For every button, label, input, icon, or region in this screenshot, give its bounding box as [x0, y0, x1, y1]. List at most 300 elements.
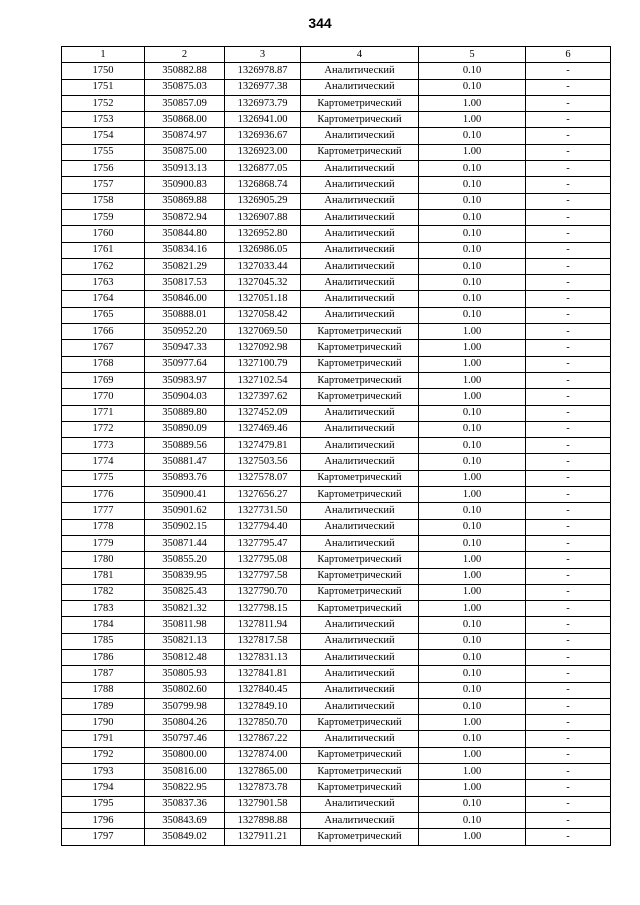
cell-note: -	[526, 144, 611, 160]
cell-method: Картометрический	[301, 552, 419, 568]
cell-y-coordinate: 1327841.81	[225, 666, 301, 682]
table-row	[62, 633, 611, 649]
cell-accuracy: 1.00	[419, 829, 526, 845]
cell-method: Аналитический	[301, 405, 419, 421]
cell-note: -	[526, 389, 611, 405]
cell-method: Картометрический	[301, 780, 419, 796]
cell-accuracy: 0.10	[419, 666, 526, 682]
table-row	[62, 372, 611, 388]
cell-accuracy: 1.00	[419, 112, 526, 128]
cell-x-coordinate: 350799.98	[145, 698, 225, 714]
cell-point-number: 1759	[62, 209, 145, 225]
cell-note: -	[526, 487, 611, 503]
table-row	[62, 275, 611, 291]
cell-method: Аналитический	[301, 291, 419, 307]
cell-note: -	[526, 617, 611, 633]
cell-note: -	[526, 95, 611, 111]
table-row	[62, 470, 611, 486]
cell-y-coordinate: 1326986.05	[225, 242, 301, 258]
cell-note: -	[526, 470, 611, 486]
cell-note: -	[526, 275, 611, 291]
cell-note: -	[526, 161, 611, 177]
table-row	[62, 389, 611, 405]
cell-note: -	[526, 698, 611, 714]
cell-point-number: 1790	[62, 715, 145, 731]
cell-accuracy: 0.10	[419, 193, 526, 209]
cell-y-coordinate: 1327790.70	[225, 584, 301, 600]
cell-y-coordinate: 1326923.00	[225, 144, 301, 160]
cell-point-number: 1760	[62, 226, 145, 242]
cell-y-coordinate: 1326868.74	[225, 177, 301, 193]
table-body	[62, 63, 611, 845]
cell-accuracy: 0.10	[419, 63, 526, 79]
cell-point-number: 1766	[62, 324, 145, 340]
cell-point-number: 1789	[62, 698, 145, 714]
cell-accuracy: 0.10	[419, 438, 526, 454]
cell-accuracy: 1.00	[419, 372, 526, 388]
cell-y-coordinate: 1327731.50	[225, 503, 301, 519]
cell-y-coordinate: 1327797.58	[225, 568, 301, 584]
table-row	[62, 63, 611, 79]
cell-y-coordinate: 1327452.09	[225, 405, 301, 421]
table-row	[62, 503, 611, 519]
cell-x-coordinate: 350900.83	[145, 177, 225, 193]
cell-y-coordinate: 1326941.00	[225, 112, 301, 128]
cell-method: Картометрический	[301, 389, 419, 405]
cell-method: Аналитический	[301, 193, 419, 209]
cell-x-coordinate: 350902.15	[145, 519, 225, 535]
table-row	[62, 324, 611, 340]
cell-x-coordinate: 350872.94	[145, 209, 225, 225]
cell-point-number: 1755	[62, 144, 145, 160]
cell-x-coordinate: 350871.44	[145, 535, 225, 551]
cell-accuracy: 1.00	[419, 552, 526, 568]
cell-y-coordinate: 1327794.40	[225, 519, 301, 535]
cell-note: -	[526, 307, 611, 323]
header-cell-4: 4	[301, 47, 419, 63]
cell-y-coordinate: 1327102.54	[225, 372, 301, 388]
cell-x-coordinate: 350868.00	[145, 112, 225, 128]
table-row	[62, 584, 611, 600]
cell-method: Аналитический	[301, 177, 419, 193]
cell-y-coordinate: 1327867.22	[225, 731, 301, 747]
cell-x-coordinate: 350857.09	[145, 95, 225, 111]
cell-method: Картометрический	[301, 715, 419, 731]
cell-method: Картометрический	[301, 356, 419, 372]
cell-x-coordinate: 350821.29	[145, 258, 225, 274]
cell-point-number: 1758	[62, 193, 145, 209]
cell-note: -	[526, 682, 611, 698]
table-row	[62, 242, 611, 258]
cell-method: Картометрический	[301, 324, 419, 340]
cell-note: -	[526, 503, 611, 519]
table-row	[62, 715, 611, 731]
cell-point-number: 1791	[62, 731, 145, 747]
header-cell-3: 3	[225, 47, 301, 63]
cell-point-number: 1764	[62, 291, 145, 307]
cell-y-coordinate: 1327849.10	[225, 698, 301, 714]
cell-x-coordinate: 350904.03	[145, 389, 225, 405]
table-row	[62, 519, 611, 535]
cell-accuracy: 0.10	[419, 242, 526, 258]
table-row	[62, 112, 611, 128]
cell-y-coordinate: 1326905.29	[225, 193, 301, 209]
table-row	[62, 666, 611, 682]
cell-accuracy: 1.00	[419, 144, 526, 160]
cell-point-number: 1769	[62, 372, 145, 388]
cell-x-coordinate: 350844.80	[145, 226, 225, 242]
cell-point-number: 1761	[62, 242, 145, 258]
coordinates-table	[61, 46, 611, 846]
cell-x-coordinate: 350875.00	[145, 144, 225, 160]
cell-accuracy: 0.10	[419, 161, 526, 177]
cell-method: Аналитический	[301, 63, 419, 79]
cell-accuracy: 0.10	[419, 731, 526, 747]
cell-accuracy: 1.00	[419, 601, 526, 617]
cell-x-coordinate: 350837.36	[145, 796, 225, 812]
cell-y-coordinate: 1327069.50	[225, 324, 301, 340]
table-row	[62, 258, 611, 274]
cell-x-coordinate: 350822.95	[145, 780, 225, 796]
cell-method: Аналитический	[301, 649, 419, 665]
cell-y-coordinate: 1327100.79	[225, 356, 301, 372]
cell-accuracy: 1.00	[419, 470, 526, 486]
cell-y-coordinate: 1327058.42	[225, 307, 301, 323]
cell-point-number: 1786	[62, 649, 145, 665]
cell-x-coordinate: 350875.03	[145, 79, 225, 95]
cell-y-coordinate: 1327873.78	[225, 780, 301, 796]
cell-y-coordinate: 1327811.94	[225, 617, 301, 633]
table-row	[62, 552, 611, 568]
cell-point-number: 1768	[62, 356, 145, 372]
cell-method: Аналитический	[301, 812, 419, 828]
cell-accuracy: 0.10	[419, 405, 526, 421]
cell-note: -	[526, 63, 611, 79]
cell-note: -	[526, 601, 611, 617]
cell-x-coordinate: 350802.60	[145, 682, 225, 698]
cell-accuracy: 1.00	[419, 747, 526, 763]
cell-method: Аналитический	[301, 519, 419, 535]
cell-note: -	[526, 633, 611, 649]
cell-point-number: 1773	[62, 438, 145, 454]
cell-x-coordinate: 350947.33	[145, 340, 225, 356]
cell-method: Аналитический	[301, 258, 419, 274]
cell-method: Аналитический	[301, 796, 419, 812]
cell-point-number: 1754	[62, 128, 145, 144]
header-cell-1: 1	[62, 47, 145, 63]
cell-note: -	[526, 568, 611, 584]
cell-point-number: 1751	[62, 79, 145, 95]
cell-method: Картометрический	[301, 764, 419, 780]
cell-method: Картометрический	[301, 601, 419, 617]
cell-accuracy: 0.10	[419, 79, 526, 95]
cell-y-coordinate: 1327051.18	[225, 291, 301, 307]
cell-note: -	[526, 829, 611, 845]
cell-method: Аналитический	[301, 454, 419, 470]
cell-x-coordinate: 350846.00	[145, 291, 225, 307]
table-row	[62, 307, 611, 323]
cell-point-number: 1788	[62, 682, 145, 698]
cell-note: -	[526, 796, 611, 812]
table-row	[62, 780, 611, 796]
cell-y-coordinate: 1327479.81	[225, 438, 301, 454]
cell-method: Аналитический	[301, 438, 419, 454]
header-cell-5: 5	[419, 47, 526, 63]
cell-x-coordinate: 350825.43	[145, 584, 225, 600]
cell-note: -	[526, 209, 611, 225]
cell-accuracy: 0.10	[419, 649, 526, 665]
cell-point-number: 1752	[62, 95, 145, 111]
cell-point-number: 1750	[62, 63, 145, 79]
cell-accuracy: 0.10	[419, 209, 526, 225]
cell-y-coordinate: 1327901.58	[225, 796, 301, 812]
cell-point-number: 1776	[62, 487, 145, 503]
cell-method: Аналитический	[301, 421, 419, 437]
cell-y-coordinate: 1327045.32	[225, 275, 301, 291]
cell-y-coordinate: 1326907.88	[225, 209, 301, 225]
cell-point-number: 1784	[62, 617, 145, 633]
cell-y-coordinate: 1327397.62	[225, 389, 301, 405]
cell-point-number: 1775	[62, 470, 145, 486]
cell-x-coordinate: 350843.69	[145, 812, 225, 828]
cell-accuracy: 0.10	[419, 177, 526, 193]
cell-y-coordinate: 1327469.46	[225, 421, 301, 437]
table-row	[62, 535, 611, 551]
table-row	[62, 454, 611, 470]
cell-method: Картометрический	[301, 112, 419, 128]
cell-x-coordinate: 350900.41	[145, 487, 225, 503]
cell-y-coordinate: 1327578.07	[225, 470, 301, 486]
table-row	[62, 356, 611, 372]
cell-x-coordinate: 350816.00	[145, 764, 225, 780]
cell-point-number: 1785	[62, 633, 145, 649]
cell-method: Аналитический	[301, 698, 419, 714]
cell-point-number: 1763	[62, 275, 145, 291]
cell-y-coordinate: 1327656.27	[225, 487, 301, 503]
cell-point-number: 1796	[62, 812, 145, 828]
cell-accuracy: 0.10	[419, 633, 526, 649]
cell-accuracy: 1.00	[419, 568, 526, 584]
cell-y-coordinate: 1327503.56	[225, 454, 301, 470]
cell-method: Картометрический	[301, 829, 419, 845]
cell-y-coordinate: 1327874.00	[225, 747, 301, 763]
cell-method: Картометрический	[301, 372, 419, 388]
cell-point-number: 1771	[62, 405, 145, 421]
cell-accuracy: 0.10	[419, 698, 526, 714]
cell-note: -	[526, 731, 611, 747]
table-row	[62, 829, 611, 845]
cell-note: -	[526, 177, 611, 193]
cell-x-coordinate: 350913.13	[145, 161, 225, 177]
cell-note: -	[526, 372, 611, 388]
cell-accuracy: 0.10	[419, 682, 526, 698]
cell-note: -	[526, 519, 611, 535]
cell-method: Аналитический	[301, 633, 419, 649]
cell-x-coordinate: 350869.88	[145, 193, 225, 209]
cell-note: -	[526, 666, 611, 682]
table-row	[62, 682, 611, 698]
cell-method: Картометрический	[301, 487, 419, 503]
cell-method: Аналитический	[301, 617, 419, 633]
cell-note: -	[526, 340, 611, 356]
table-row	[62, 95, 611, 111]
cell-y-coordinate: 1327911.21	[225, 829, 301, 845]
cell-point-number: 1770	[62, 389, 145, 405]
cell-x-coordinate: 350888.01	[145, 307, 225, 323]
cell-x-coordinate: 350839.95	[145, 568, 225, 584]
table-row	[62, 796, 611, 812]
cell-x-coordinate: 350890.09	[145, 421, 225, 437]
cell-accuracy: 0.10	[419, 617, 526, 633]
cell-point-number: 1781	[62, 568, 145, 584]
cell-y-coordinate: 1327831.13	[225, 649, 301, 665]
cell-y-coordinate: 1327850.70	[225, 715, 301, 731]
cell-note: -	[526, 258, 611, 274]
table-row	[62, 747, 611, 763]
cell-y-coordinate: 1327795.47	[225, 535, 301, 551]
cell-accuracy: 0.10	[419, 812, 526, 828]
cell-note: -	[526, 405, 611, 421]
cell-x-coordinate: 350812.48	[145, 649, 225, 665]
table-row	[62, 340, 611, 356]
cell-accuracy: 0.10	[419, 503, 526, 519]
table-row	[62, 731, 611, 747]
cell-point-number: 1756	[62, 161, 145, 177]
table-row	[62, 177, 611, 193]
cell-note: -	[526, 454, 611, 470]
cell-y-coordinate: 1327817.58	[225, 633, 301, 649]
cell-point-number: 1778	[62, 519, 145, 535]
table-row	[62, 144, 611, 160]
cell-x-coordinate: 350834.16	[145, 242, 225, 258]
table-row	[62, 568, 611, 584]
table-row	[62, 128, 611, 144]
cell-accuracy: 0.10	[419, 291, 526, 307]
cell-x-coordinate: 350889.56	[145, 438, 225, 454]
table-row	[62, 209, 611, 225]
cell-method: Аналитический	[301, 79, 419, 95]
cell-note: -	[526, 780, 611, 796]
cell-accuracy: 0.10	[419, 421, 526, 437]
cell-x-coordinate: 350805.93	[145, 666, 225, 682]
cell-point-number: 1753	[62, 112, 145, 128]
table-row	[62, 601, 611, 617]
cell-y-coordinate: 1326952.80	[225, 226, 301, 242]
cell-note: -	[526, 356, 611, 372]
cell-y-coordinate: 1327898.88	[225, 812, 301, 828]
cell-y-coordinate: 1327033.44	[225, 258, 301, 274]
cell-accuracy: 0.10	[419, 519, 526, 535]
cell-note: -	[526, 128, 611, 144]
cell-note: -	[526, 242, 611, 258]
cell-accuracy: 1.00	[419, 487, 526, 503]
cell-method: Аналитический	[301, 731, 419, 747]
cell-method: Картометрический	[301, 747, 419, 763]
header-cell-6: 6	[526, 47, 611, 63]
cell-x-coordinate: 350855.20	[145, 552, 225, 568]
cell-point-number: 1780	[62, 552, 145, 568]
cell-accuracy: 1.00	[419, 715, 526, 731]
cell-note: -	[526, 291, 611, 307]
cell-y-coordinate: 1326978.87	[225, 63, 301, 79]
cell-method: Картометрический	[301, 470, 419, 486]
cell-point-number: 1795	[62, 796, 145, 812]
cell-note: -	[526, 715, 611, 731]
cell-point-number: 1772	[62, 421, 145, 437]
cell-x-coordinate: 350881.47	[145, 454, 225, 470]
cell-method: Картометрический	[301, 340, 419, 356]
cell-accuracy: 0.10	[419, 535, 526, 551]
cell-y-coordinate: 1326877.05	[225, 161, 301, 177]
cell-y-coordinate: 1326936.67	[225, 128, 301, 144]
cell-method: Аналитический	[301, 307, 419, 323]
table-row	[62, 193, 611, 209]
cell-note: -	[526, 421, 611, 437]
cell-x-coordinate: 350977.64	[145, 356, 225, 372]
cell-y-coordinate: 1327092.98	[225, 340, 301, 356]
cell-accuracy: 0.10	[419, 128, 526, 144]
cell-x-coordinate: 350874.97	[145, 128, 225, 144]
cell-note: -	[526, 324, 611, 340]
cell-x-coordinate: 350821.32	[145, 601, 225, 617]
cell-x-coordinate: 350901.62	[145, 503, 225, 519]
cell-x-coordinate: 350800.00	[145, 747, 225, 763]
cell-accuracy: 0.10	[419, 226, 526, 242]
table-row	[62, 698, 611, 714]
cell-method: Картометрический	[301, 95, 419, 111]
cell-point-number: 1767	[62, 340, 145, 356]
cell-x-coordinate: 350821.13	[145, 633, 225, 649]
cell-method: Аналитический	[301, 161, 419, 177]
cell-point-number: 1783	[62, 601, 145, 617]
cell-method: Картометрический	[301, 568, 419, 584]
cell-method: Аналитический	[301, 275, 419, 291]
cell-x-coordinate: 350952.20	[145, 324, 225, 340]
table-row	[62, 487, 611, 503]
table-row	[62, 405, 611, 421]
cell-x-coordinate: 350811.98	[145, 617, 225, 633]
table-row	[62, 79, 611, 95]
cell-y-coordinate: 1327795.08	[225, 552, 301, 568]
cell-y-coordinate: 1326973.79	[225, 95, 301, 111]
cell-accuracy: 1.00	[419, 324, 526, 340]
cell-accuracy: 1.00	[419, 356, 526, 372]
cell-point-number: 1797	[62, 829, 145, 845]
cell-method: Аналитический	[301, 242, 419, 258]
cell-note: -	[526, 649, 611, 665]
cell-note: -	[526, 193, 611, 209]
table-row	[62, 226, 611, 242]
table-header	[62, 47, 611, 63]
cell-y-coordinate: 1327840.45	[225, 682, 301, 698]
cell-point-number: 1792	[62, 747, 145, 763]
table-row	[62, 812, 611, 828]
table-row	[62, 649, 611, 665]
cell-note: -	[526, 747, 611, 763]
cell-accuracy: 1.00	[419, 764, 526, 780]
cell-point-number: 1794	[62, 780, 145, 796]
cell-x-coordinate: 350849.02	[145, 829, 225, 845]
table-row	[62, 161, 611, 177]
cell-x-coordinate: 350882.88	[145, 63, 225, 79]
cell-point-number: 1782	[62, 584, 145, 600]
table-row	[62, 291, 611, 307]
table-row	[62, 438, 611, 454]
cell-note: -	[526, 812, 611, 828]
cell-note: -	[526, 535, 611, 551]
cell-method: Аналитический	[301, 682, 419, 698]
cell-note: -	[526, 112, 611, 128]
